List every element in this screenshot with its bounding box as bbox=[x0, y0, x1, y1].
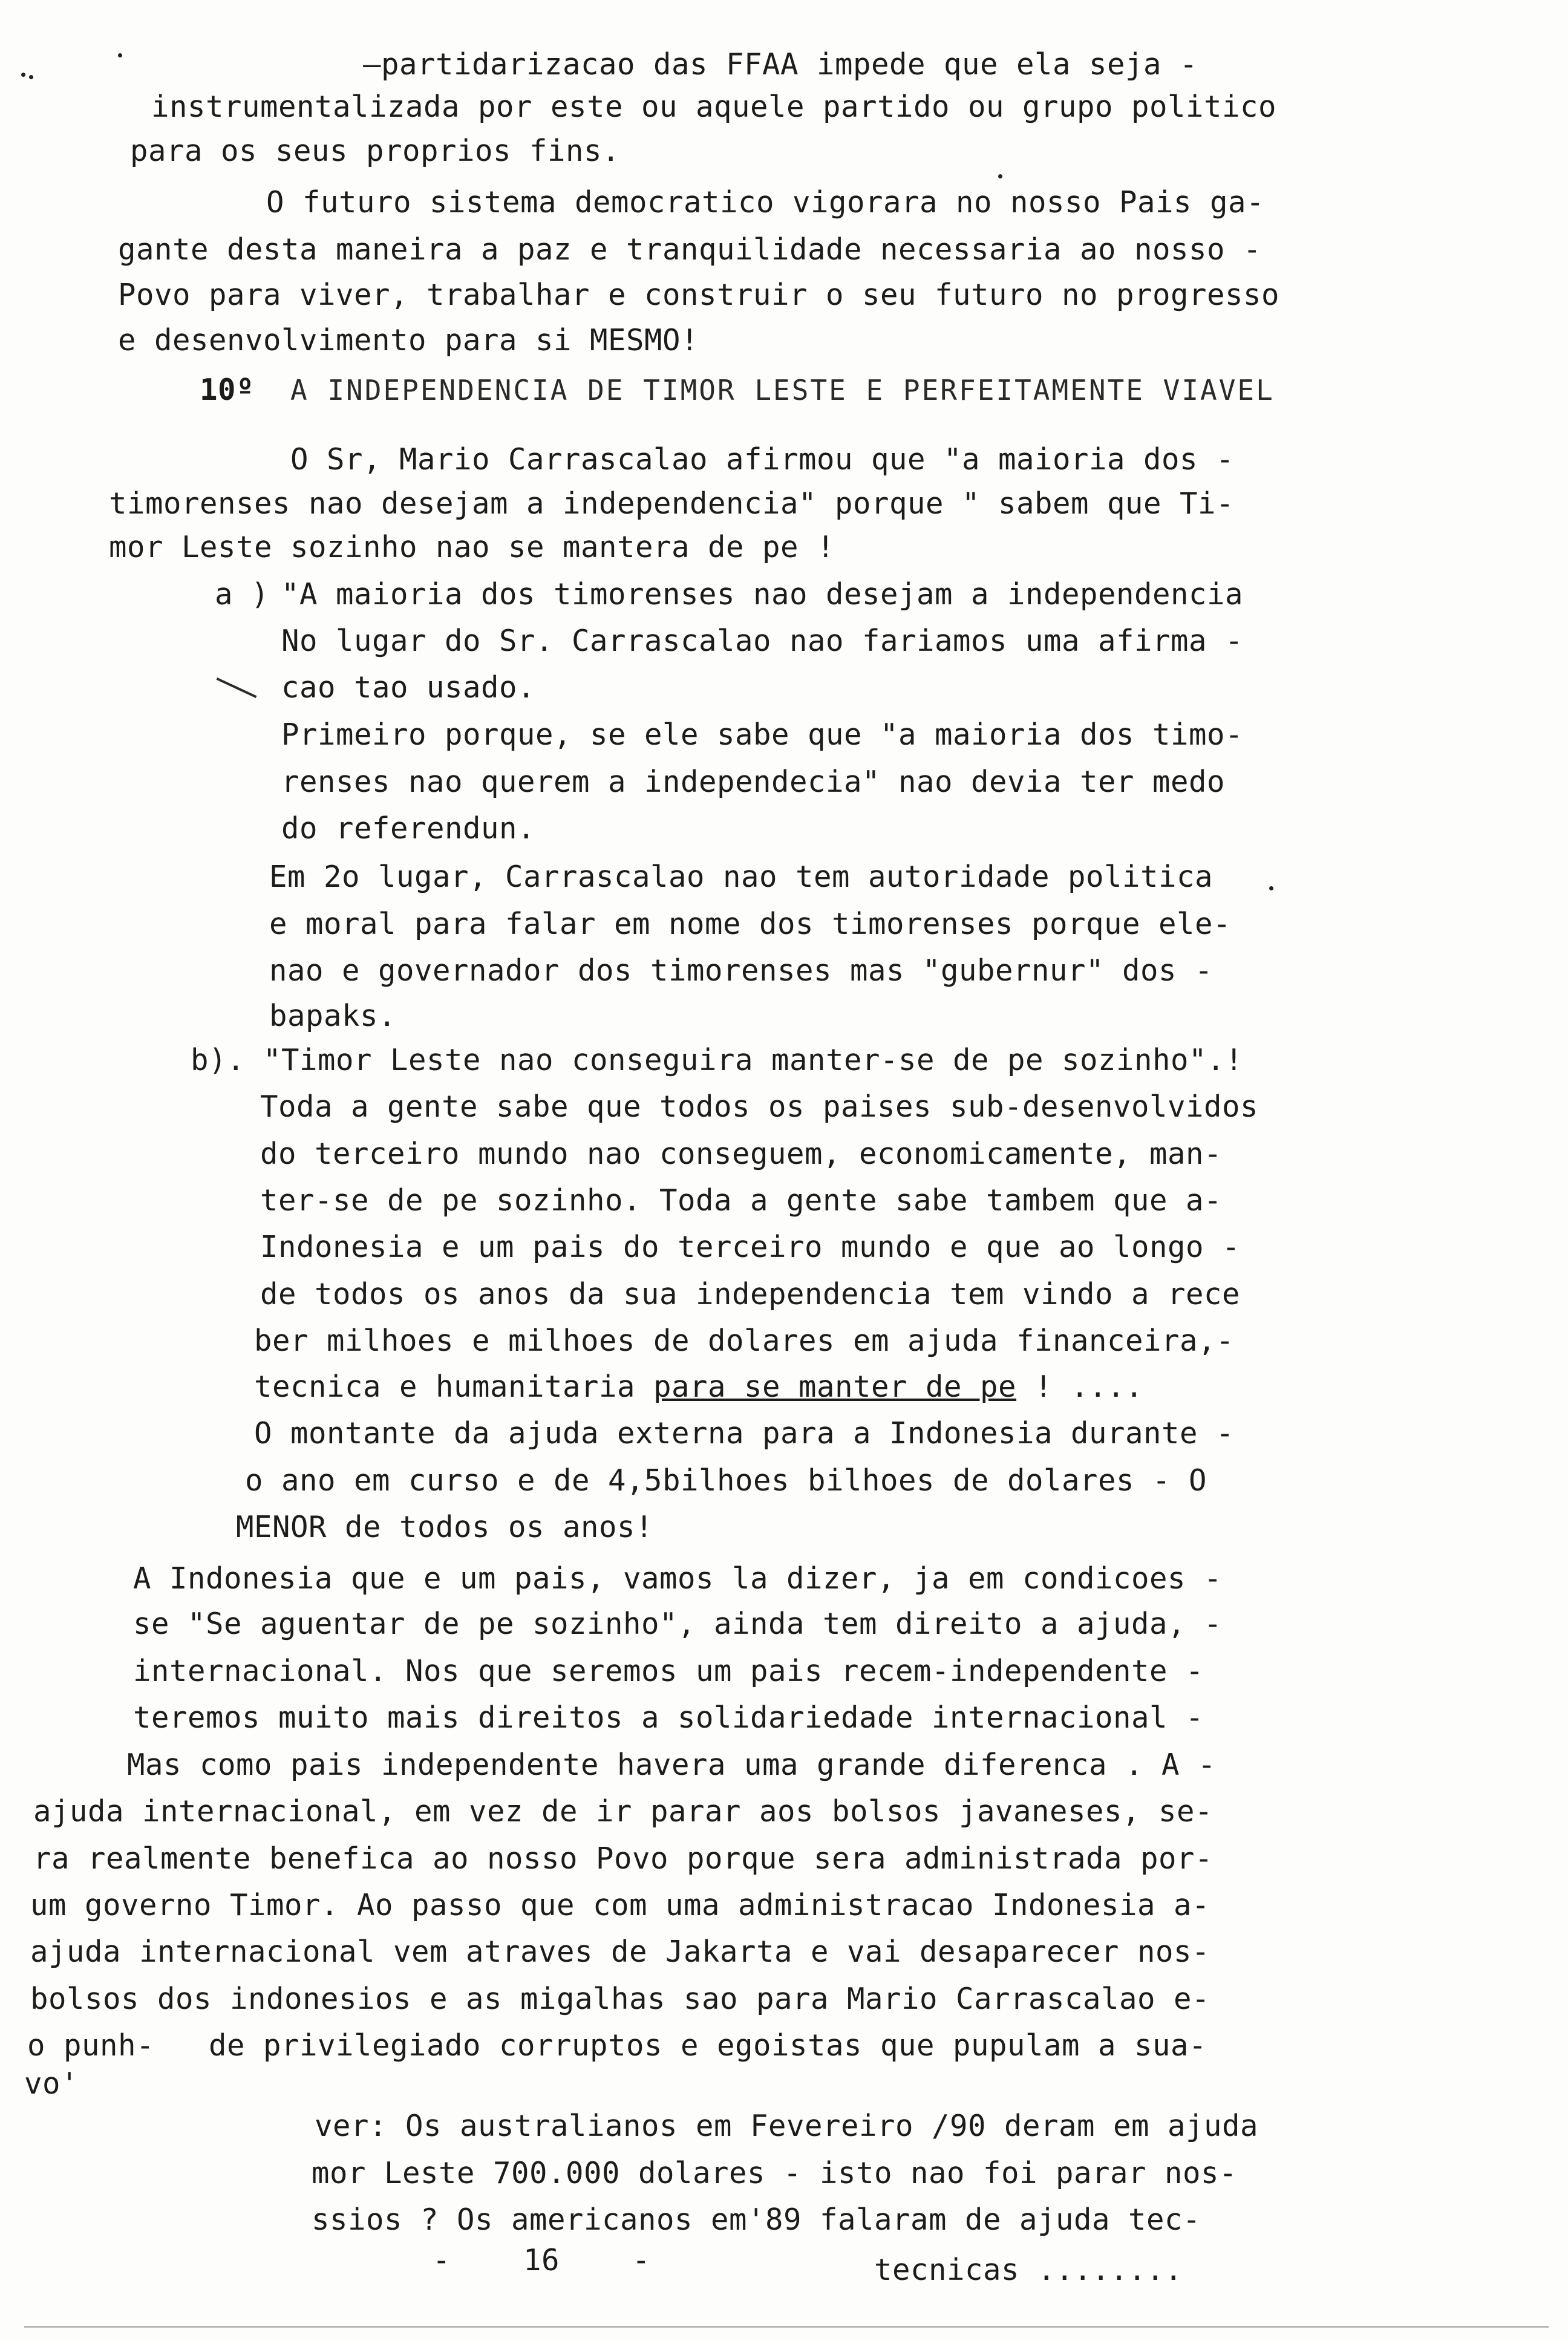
text-line: ber milhoes e milhoes de dolares em ajuda financeira,- bbox=[254, 1324, 1235, 1358]
text-line: tecnicas ........ bbox=[874, 2253, 1183, 2287]
text-line: do terceiro mundo nao conseguem, economicamente, man- bbox=[260, 1137, 1223, 1171]
stray-mark bbox=[21, 73, 25, 77]
text-line: timorenses nao desejam a independencia" porque " sabem que Ti- bbox=[109, 486, 1235, 521]
text-line: bapaks. bbox=[269, 999, 397, 1033]
text-line: O Sr, Mario Carrascalao afirmou que "a maioria dos - bbox=[290, 442, 1235, 477]
text-line: internacional. Nos que seremos um pais recem-independente - bbox=[133, 1654, 1204, 1688]
text-line: A Indonesia que e um pais, vamos la dizer, ja em condicoes - bbox=[133, 1561, 1223, 1596]
text-line: "A maioria dos timorenses nao desejam a independencia bbox=[281, 577, 1244, 612]
text-line: No lugar do Sr. Carrascalao nao fariamos uma afirma - bbox=[281, 624, 1244, 658]
stray-mark bbox=[1269, 886, 1273, 890]
text-line: e moral para falar em nome dos timorenses porque ele- bbox=[269, 907, 1232, 941]
text-line: de todos os anos da sua independencia tem vindo a rece bbox=[260, 1277, 1241, 1311]
text-line: O montante da ajuda externa para a Indonesia durante - bbox=[254, 1416, 1235, 1451]
text-span: e desenvolvimento para si MESMO! bbox=[118, 323, 699, 358]
text-line bbox=[118, 323, 699, 358]
text-line: Em 2o lugar, Carrascalao nao tem autoridade politica bbox=[269, 860, 1214, 894]
text-span: ! .... bbox=[1016, 1370, 1144, 1404]
text-line: do referendun. bbox=[281, 811, 536, 846]
text-span: tecnica e humanitaria bbox=[254, 1370, 654, 1404]
text-line: Primeiro porque, se ele sabe que "a maioria dos timo- bbox=[281, 717, 1244, 752]
text-line: bolsos dos indonesios e as migalhas sao para Mario Carrascalao e- bbox=[30, 1982, 1210, 2016]
section-number: 10º bbox=[200, 373, 255, 407]
stray-mark bbox=[998, 174, 1002, 178]
text-line: ajuda internacional, em vez de ir parar aos bolsos javaneses, se- bbox=[33, 1794, 1214, 1829]
text-line: gante desta maneira a paz e tranquilidade necessaria ao nosso - bbox=[118, 232, 1262, 267]
text-line: vo' bbox=[24, 2066, 79, 2101]
text-line: ter-se de pe sozinho. Toda a gente sabe tambem que a- bbox=[260, 1183, 1223, 1218]
text-line: "Timor Leste nao conseguira manter-se de pe sozinho".! bbox=[263, 1043, 1244, 1077]
list-marker-b: b). bbox=[191, 1043, 246, 1077]
text-line: para os seus proprios fins. bbox=[130, 134, 621, 168]
text-line: mor Leste 700.000 dolares - isto nao foi parar nos- bbox=[312, 2156, 1238, 2190]
list-marker-a: a ) bbox=[215, 577, 270, 612]
text-line: MENOR de todos os anos! bbox=[236, 1510, 654, 1544]
text-line: Indonesia e um pais do terceiro mundo e que ao longo - bbox=[260, 1230, 1241, 1264]
text-line: instrumentalizada por este ou aquele partido ou grupo politico bbox=[151, 90, 1277, 124]
text-line: ajuda internacional vem atraves de Jakarta e vai desaparecer nos- bbox=[30, 1935, 1210, 1969]
text-line bbox=[254, 1372, 1143, 1402]
text-line: ver: Os australianos em Fevereiro /90 deram em ajuda bbox=[315, 2109, 1259, 2143]
text-line: um governo Timor. Ao passo que com uma administracao Indonesia a- bbox=[30, 1888, 1210, 1922]
page-edge-line bbox=[24, 2326, 1549, 2328]
text-line: o ano em curso e de 4,5bilhoes bilhoes de dolares - O bbox=[245, 1463, 1207, 1498]
text-line: mor Leste sozinho nao se mantera de pe ! bbox=[109, 530, 835, 564]
text-line: renses nao querem a independecia" nao devia ter medo bbox=[281, 765, 1226, 799]
text-line: Toda a gente sabe que todos os paises sub-desenvolvidos bbox=[260, 1089, 1259, 1124]
text-line: O futuro sistema democratico vigorara no nosso Pais ga- bbox=[266, 185, 1265, 220]
text-line: se "Se aguentar de pe sozinho", ainda tem direito a ajuda, - bbox=[133, 1607, 1223, 1641]
text-line: ssios ? Os americanos em'89 falaram de ajuda tec- bbox=[312, 2202, 1201, 2237]
text-line: Povo para viver, trabalhar e construir o seu futuro no progresso bbox=[118, 278, 1280, 312]
text-line: ra realmente benefica ao nosso Povo porque sera administrada por- bbox=[33, 1841, 1214, 1876]
text-line: cao tao usado. bbox=[281, 670, 536, 705]
stray-mark bbox=[29, 75, 33, 79]
text-line: nao e governador dos timorenses mas "gubernur" dos - bbox=[269, 953, 1214, 988]
text-line: o punh- de privilegiado corruptos e egoistas que pupulam a sua- bbox=[27, 2028, 1207, 2063]
text-line: Mas como pais independente havera uma grande diferenca . A - bbox=[127, 1748, 1217, 1782]
text-line: teremos muito mais direitos a solidariedade internacional - bbox=[133, 1700, 1204, 1735]
page-number: - 16 - bbox=[433, 2243, 651, 2277]
section-heading: A INDEPENDENCIA DE TIMOR LESTE E PERFEITAMENTE VIAVEL bbox=[290, 374, 1275, 406]
underlined-phrase: para se manter de pe bbox=[653, 1370, 1017, 1404]
stray-mark bbox=[118, 53, 122, 57]
margin-stroke bbox=[217, 677, 257, 698]
text-line: —partidarizacao das FFAA impede que ela seja - bbox=[363, 47, 1198, 82]
